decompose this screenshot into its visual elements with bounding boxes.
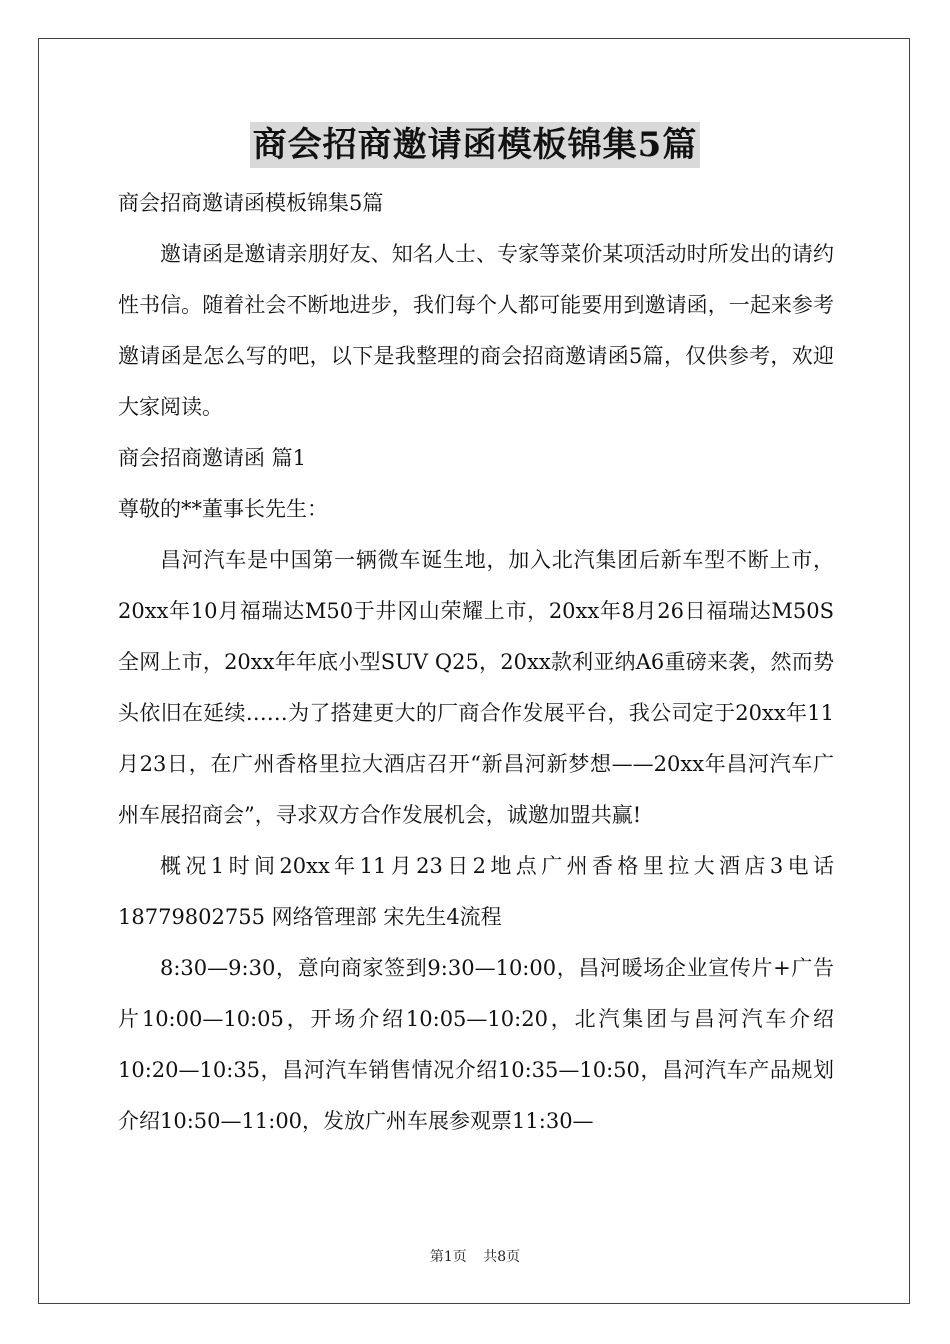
page-total: 共8页	[483, 1249, 521, 1265]
body-paragraph-1: 昌河汽车是中国第一辆微车诞生地，加入北汽集团后新车型不断上市，20xx年10月福瑞达M50于井冈山荣耀上市，20xx年8月26日福瑞达M50S全网上市，20xx年年底小型SUV Q25，20xx款利亚纳A6重磅来袭，然而势头依旧在延续……为了搭建更大的厂商合作发展平台，我公司定于20xx年11月23日，在广州香格里拉大酒店召开“新昌河新梦想——20xx年昌河汽车广州车展招商会”，寻求双方合作发展机会，诚邀加盟共赢!	[118, 548, 834, 827]
document-title: 商会招商邀请函模板锦集5篇	[250, 122, 701, 168]
section-heading: 商会招商邀请函 篇1	[118, 446, 307, 470]
subtitle-line: 商会招商邀请函模板锦集5篇	[118, 191, 384, 215]
salutation: 尊敬的**董事长先生：	[118, 497, 328, 521]
body-paragraph-3: 8:30—9:30，意向商家签到9:30—10:00，昌河暖场企业宣传片+广告片10:00—10:05，开场介绍10:05—10:20，北汽集团与昌河汽车介绍10:20—10:35，昌河汽车销售情况介绍10:35—10:50，昌河汽车产品规划介绍10:50—11:00，发放广州车展参观票11:30—	[118, 956, 834, 1133]
body-paragraph-2: 概况1时间20xx年11月23日2地点广州香格里拉大酒店3电话18779802755 网络管理部 宋先生4流程	[118, 854, 834, 929]
intro-paragraph: 邀请函是邀请亲朋好友、知名人士、专家等菜价某项活动时所发出的请约性书信。随着社会不断地进步，我们每个人都可能要用到邀请函，一起来参考邀请函是怎么写的吧，以下是我整理的商会招商邀请函5篇，仅供参考，欢迎大家阅读。	[118, 242, 834, 419]
page-footer	[0, 1246, 950, 1266]
page-number: 第1页	[429, 1249, 467, 1265]
title-block	[0, 122, 950, 168]
document-body	[118, 178, 834, 1147]
